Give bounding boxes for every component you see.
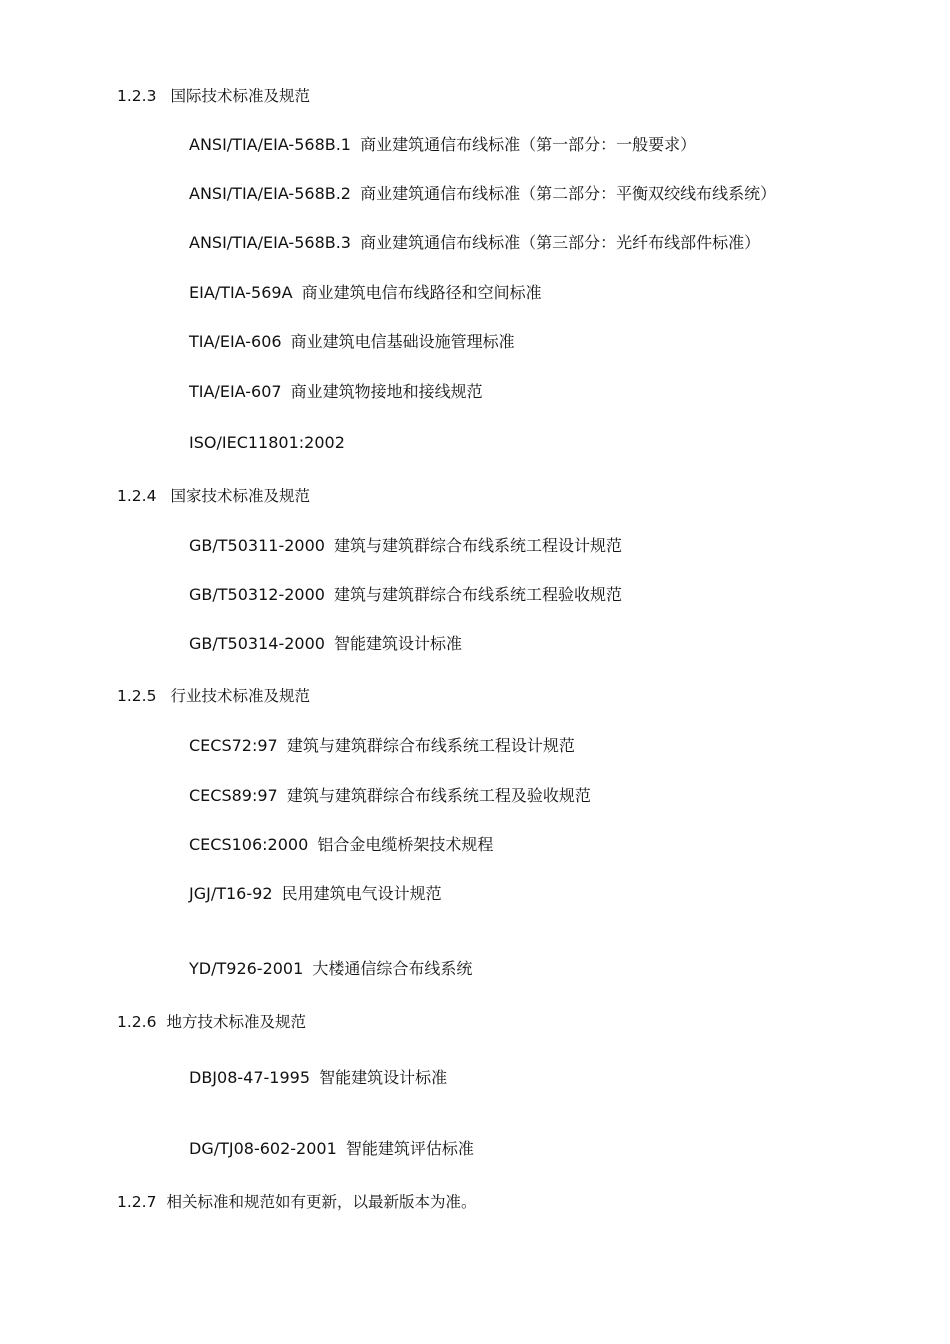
standard-item (189, 959, 472, 979)
section-number: 1.2.5 (117, 687, 157, 705)
standard-code: TIA/EIA-606 (189, 332, 282, 351)
section-title: 国际技术标准及规范 (170, 87, 310, 105)
standard-title: 智能建筑设计标准 (334, 634, 463, 653)
standard-item (189, 433, 345, 453)
section-number: 1.2.4 (117, 487, 157, 505)
standard-code: TIA/EIA-607 (189, 382, 282, 401)
standard-title: 建筑与建筑群综合布线系统工程及验收规范 (286, 786, 591, 805)
section-title: 地方技术标准及规范 (166, 1013, 306, 1031)
standard-title: 大楼通信综合布线系统 (312, 959, 473, 978)
section-heading-1-2-6 (117, 1012, 306, 1032)
standard-code: YD/T926-2001 (189, 959, 304, 978)
standard-item (189, 382, 483, 402)
standard-item (189, 332, 515, 352)
section-heading-1-2-3 (117, 86, 310, 106)
standard-code: ANSI/TIA/EIA-568B.3 (189, 233, 351, 252)
standard-title: 商业建筑物接地和接线规范 (290, 382, 483, 401)
standard-title: 智能建筑设计标准 (319, 1068, 448, 1087)
standard-item (189, 283, 542, 303)
standard-code: GB/T50314-2000 (189, 634, 325, 653)
section-title: 行业技术标准及规范 (170, 687, 310, 705)
standard-code: DBJ08-47-1995 (189, 1068, 310, 1087)
standard-item (189, 585, 622, 605)
standard-title: 建筑与建筑群综合布线系统工程设计规范 (334, 536, 623, 555)
standard-code: ANSI/TIA/EIA-568B.1 (189, 135, 351, 154)
standard-item (189, 884, 442, 904)
standard-code: CECS89:97 (189, 786, 278, 805)
standard-code: ANSI/TIA/EIA-568B.2 (189, 184, 351, 203)
standard-code: GB/T50312-2000 (189, 585, 325, 604)
standard-code: CECS72:97 (189, 736, 278, 755)
standard-item (189, 1068, 447, 1088)
standard-item (189, 835, 493, 855)
section-number: 1.2.7 (117, 1193, 157, 1211)
section-heading-1-2-5 (117, 686, 310, 706)
standard-item (189, 786, 591, 806)
standard-item (189, 536, 622, 556)
standard-item (189, 1139, 474, 1159)
standard-code: GB/T50311-2000 (189, 536, 325, 555)
section-number: 1.2.6 (117, 1013, 157, 1031)
section-heading-1-2-7 (117, 1192, 476, 1212)
standard-item (189, 233, 760, 253)
standard-item (189, 634, 462, 654)
section-title: 相关标准和规范如有更新，以最新版本为准。 (166, 1193, 477, 1211)
standard-code: ISO/IEC11801:2002 (189, 433, 345, 452)
standard-title: 商业建筑通信布线标准（第二部分：平衡双绞线布线系统） (360, 184, 777, 203)
standard-code: CECS106:2000 (189, 835, 309, 854)
standard-title: 建筑与建筑群综合布线系统工程验收规范 (334, 585, 623, 604)
standard-title: 商业建筑通信布线标准（第三部分：光纤布线部件标准） (360, 233, 761, 252)
standard-title: 建筑与建筑群综合布线系统工程设计规范 (286, 736, 575, 755)
standard-item (189, 736, 575, 756)
section-heading-1-2-4 (117, 486, 310, 506)
standard-item (189, 184, 776, 204)
section-title: 国家技术标准及规范 (170, 487, 310, 505)
standard-code: DG/TJ08-602-2001 (189, 1139, 337, 1158)
standard-code: JGJ/T16-92 (189, 884, 273, 903)
standard-code: EIA/TIA-569A (189, 283, 293, 302)
standard-title: 商业建筑通信布线标准（第一部分：一般要求） (360, 135, 697, 154)
standard-title: 商业建筑电信基础设施管理标准 (290, 332, 515, 351)
section-number: 1.2.3 (117, 87, 157, 105)
standard-title: 智能建筑评估标准 (345, 1139, 474, 1158)
standard-item (189, 135, 696, 155)
standard-title: 民用建筑电气设计规范 (281, 884, 442, 903)
standard-title: 铝合金电缆桥架技术规程 (317, 835, 494, 854)
standard-title: 商业建筑电信布线路径和空间标准 (301, 283, 542, 302)
